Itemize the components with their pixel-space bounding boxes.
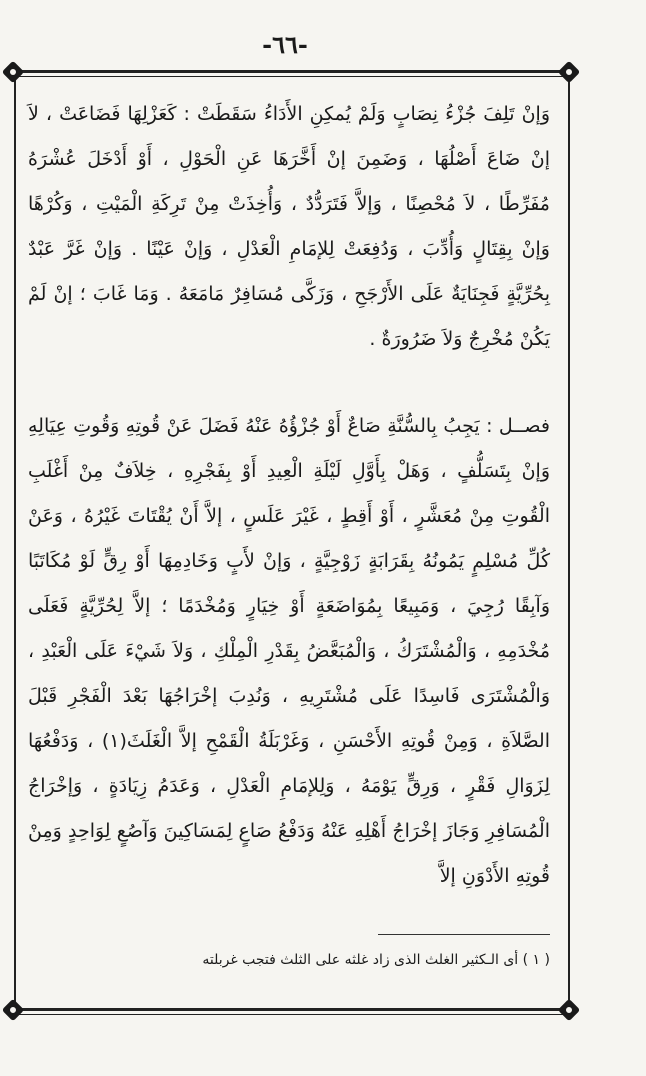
footnote-divider: [378, 934, 550, 935]
page-number: -٦٦-: [262, 30, 308, 59]
footnote: ( ١ ) أى الـكثير الغلث الذى زاد غلثه على الثلث فتجب غربلته: [202, 952, 550, 968]
body-paragraph-1: وَإنْ تَلِفَ جُزْءُ نِصَابٍ وَلَمْ يُمكِنِ الأَدَاءُ سَقَطَتْ : كَعَزْلِهَا فَضَاعَتْ ، لاَ إنْ ضَاعَ أَصْلُهَا ، وَضَمِنَ إنْ أَخَّرَهَا عَنِ الْحَوْلِ ، أَوْ أَدْخَلَ عُشْرَهُ مُفَرِّطًا ، لاَ مُحْصِنًا ، وَإلاَّ فَتَرَدُّدٌ ، وَأُخِذَتْ مِنْ تَرِكَةِ الْمَيْتِ ، وَكُرْهًا وَإنْ بِقِتَالٍ وَأُدِّبَ ، وَدُفِعَتْ لِلإمَامِ الْعَدْلِ ، وَإنْ عَيْنًا . وَإنْ غَرَّ عَبْدٌ بِحُرِّيَّةٍ فَجِنَايَةٌ عَلَى الأَرْجَحِ ، وَزَكَّى مُسَافِرٌ مَامَعَهُ . وَمَا غَابَ ؛ إنْ لَمْ يَكُنْ مُخْرِجٌ وَلاَ ضَرُورَةٌ .: [28, 103, 550, 350]
body-paragraph-2: فصــل : يَجِبُ بِالسُّنَّةِ صَاعٌ أَوْ جُزْؤُهُ عَنْهُ فَضَلَ عَنْ قُوتِهِ وَقُوتِ عِيَالِهِ وَإنْ بِتَسَلُّفٍ ، وَهَلْ بِأَوَّلِ لَيْلَةِ الْعِيدِ أَوْ بِفَجْرِهِ ، خِلاَفٌ مِنْ أَغْلَبِ الْقُوتِ مِنْ مُعَشَّرٍ ، أَوْ أَقِطٍ ، غَيْرَ عَلَسٍ ، إلاَّ أَنْ يُقْتَاتَ غَيْرُهُ ، وَعَنْ كُلِّ مُسْلِمٍ يَمُونُهُ بِقَرَابَةٍ زَوْجِيَّةٍ ، وَإنْ لأَبٍ وَخَادِمِهَا أَوْ رِقٍّ لَوْ مُكَاتَبًا وَآبِقًا رُجِيَ ، وَمَبِيعًا بِمُوَاضَعَةٍ أَوْ خِيَارٍ وَمُخْدَمًا ؛ إلاَّ لِحُرِّيَّةٍ فَعَلَى مُخْدَمِهِ ، وَالْمُشْتَرَكُ ، وَالْمُبَعَّضُ بِقَدْرِ الْمِلْكِ ، وَلاَ شَيْءَ عَلَى الْعَبْدِ ، وَالْمُشْتَرَى فَاسِدًا عَلَى مُشْتَرِيهِ ، وَنُدِبَ إخْرَاجُهَا بَعْدَ الْفَجْرِ قَبْلَ الصَّلاَةِ ، وَمِنْ قُوتِهِ الأَحْسَنِ ، وَغَرْبَلَةُ الْقَمْحِ إلاَّ الْغَلَثَ(١) ، وَدَفْعُهَا لِزَوَالِ فَقْرٍ ، وَرِقٍّ يَوْمَهُ ، وَلِلإمَامِ الْعَدْلِ ، وَعَدَمُ زِيَادَةٍ ، وَإخْرَاجُ الْمُسَافِرِ وَجَازَ إخْرَاجُ أَهْلِهِ عَنْهُ وَدَفْعُ صَاعٍ لِمَسَاكِينَ وَآصُعٍ لِوَاحِدٍ وَمِنْ قُوتِهِ الأَدْوَنِ إلاَّ: [28, 415, 550, 887]
corner-ornament-icon: [558, 61, 581, 84]
corner-ornament-icon: [2, 61, 25, 84]
corner-ornament-icon: [558, 999, 581, 1022]
frame-bottom-inner-border: [12, 1014, 572, 1015]
corner-ornament-icon: [2, 999, 25, 1022]
frame-bottom-border: [12, 1008, 572, 1011]
frame-top-inner-border: [12, 76, 572, 77]
frame-top-border: [12, 70, 572, 73]
frame-left-border: [14, 72, 16, 1010]
frame-right-border: [568, 72, 570, 1010]
